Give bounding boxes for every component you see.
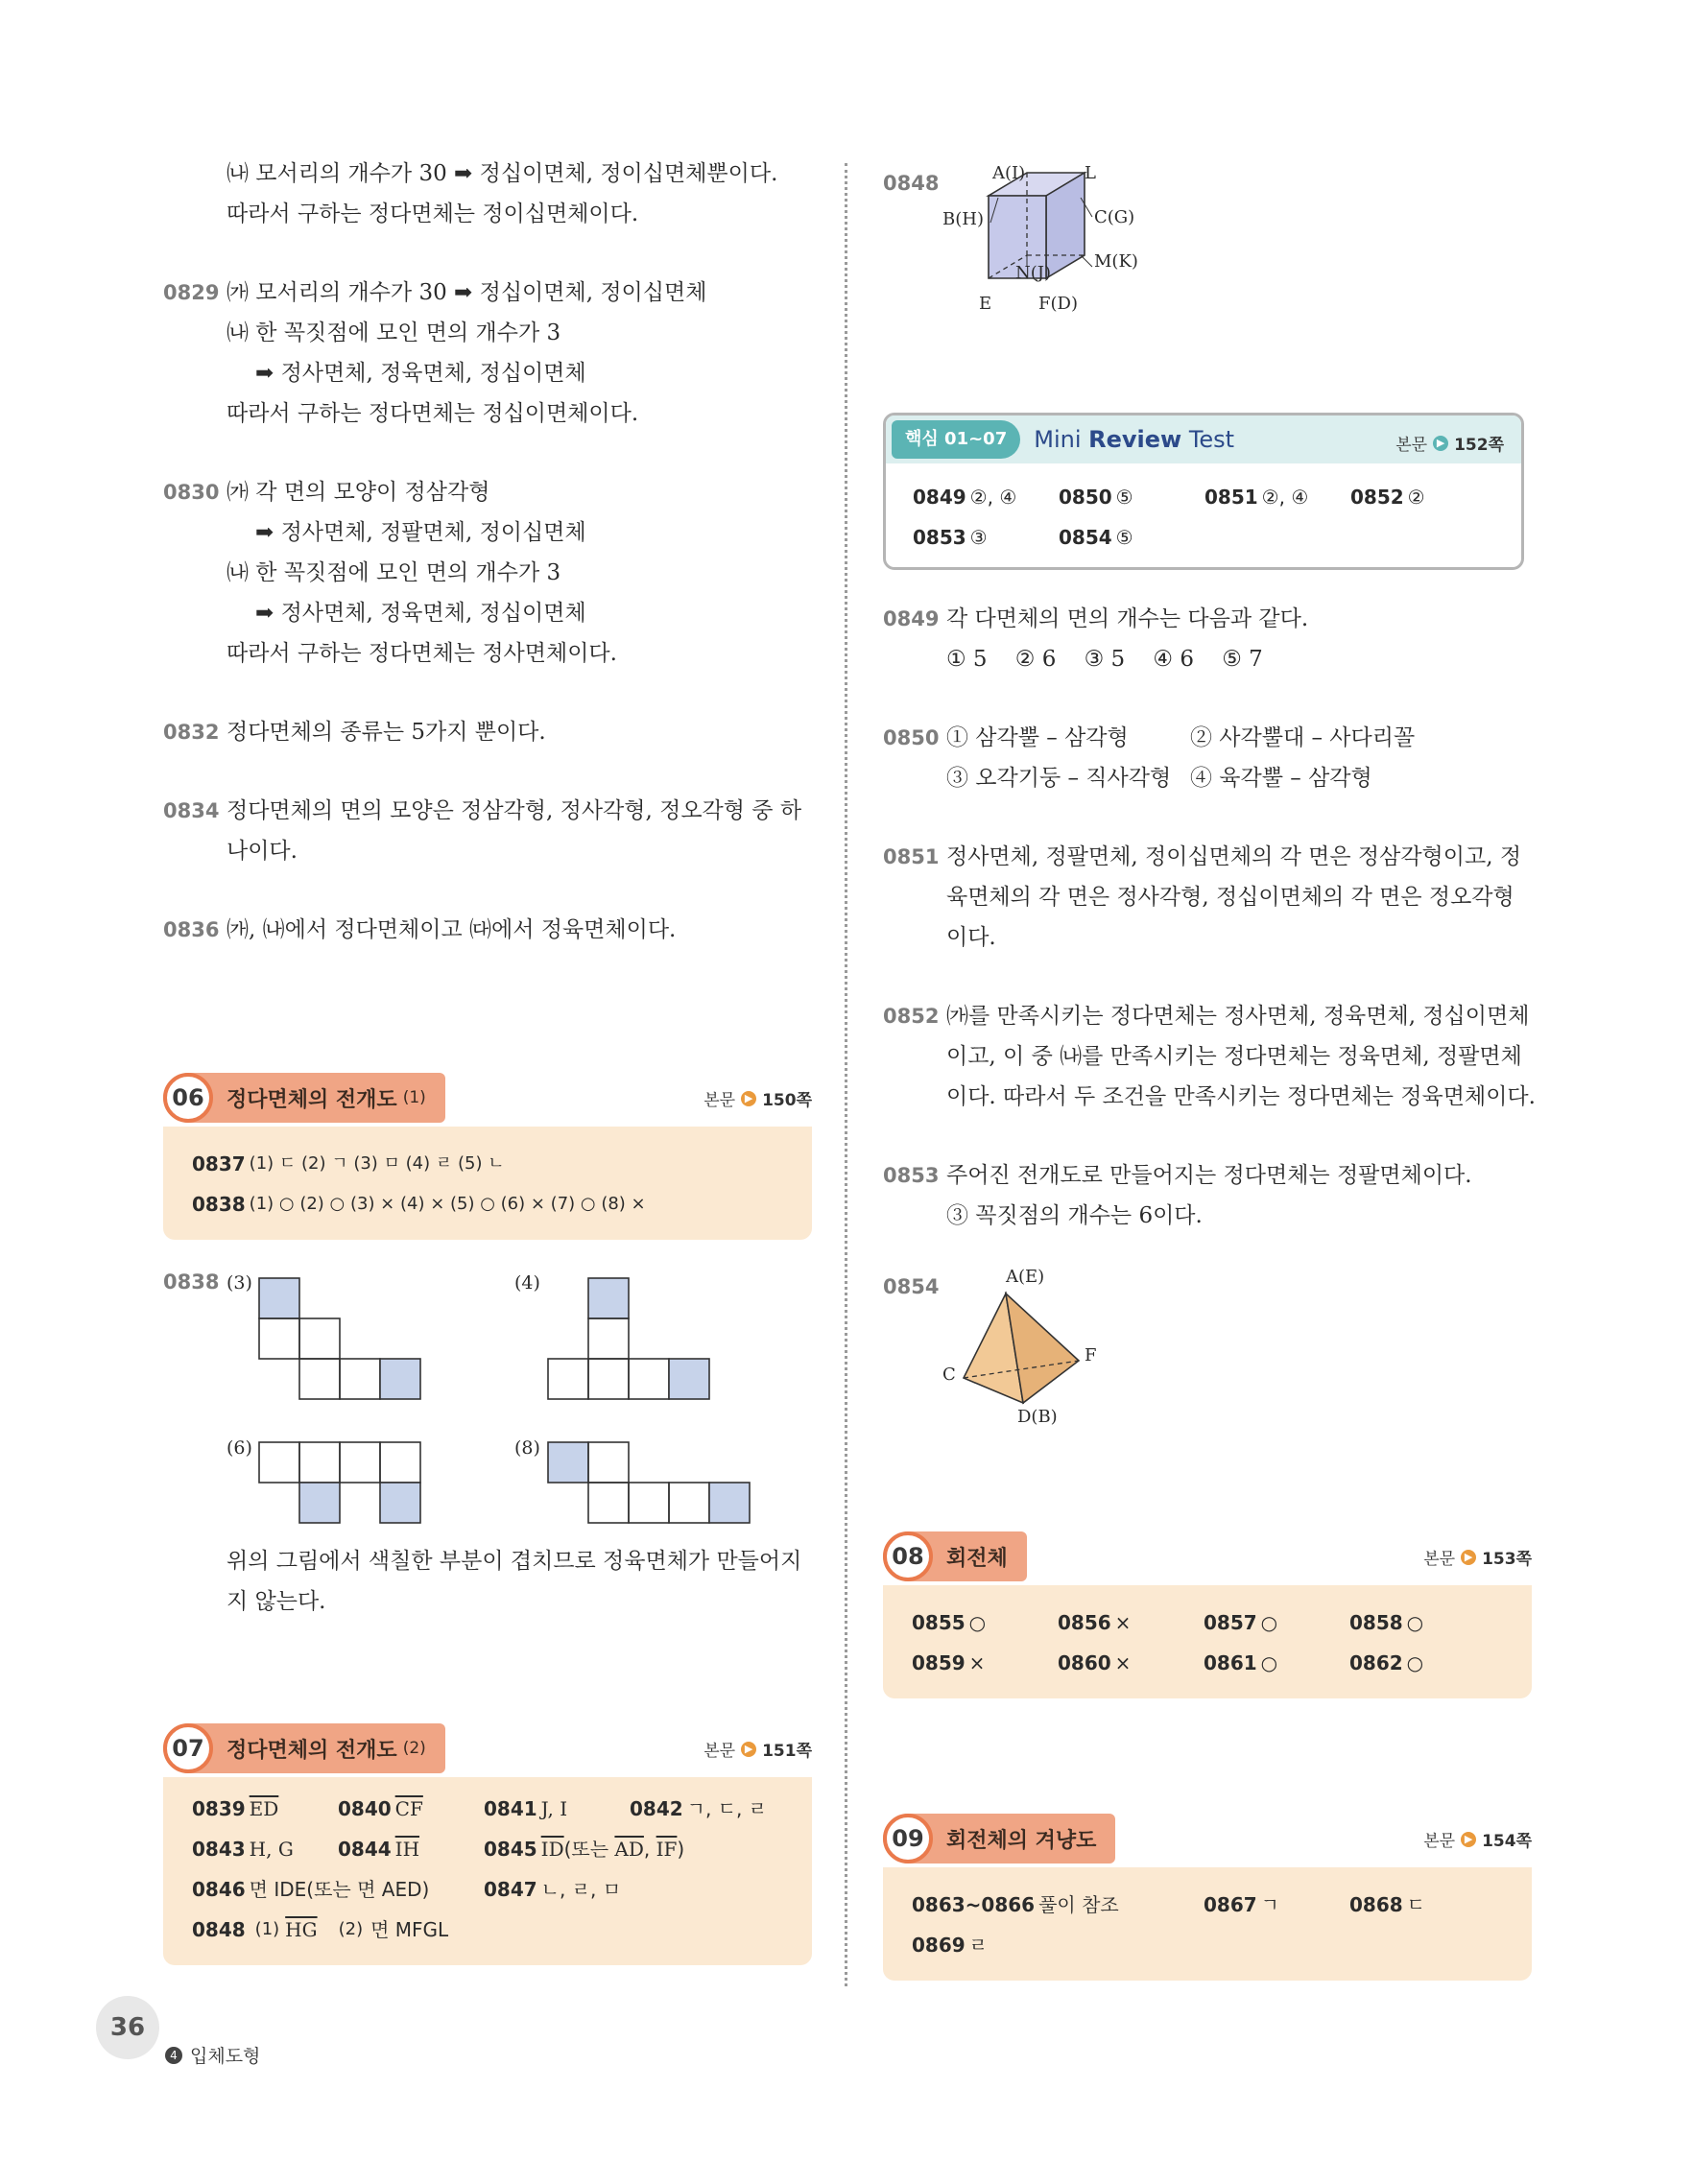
solution-0832: 0832 정다면체의 종류는 5가지 뿐이다. (163, 720, 546, 745)
answer-box: 0839 $\overline{ED}$ 0840 $\overline{CF}$ 0841 J, I 0842 ㄱ, ㄷ, ㄹ 0843 H, G 0844 $\overline{IH}$ 0845 $\overline{ID}$(또는 $\overline{AD}$, $\overline{IF}$) 0846 면 IDE(또는 면 AED) 0847 ㄴ, ㄹ, ㅁ 0848 (1) $\overline{HG}$ (2) 면 MFGL (163, 1777, 812, 1965)
section-title: 회전체의 겨냥도 (946, 1828, 1097, 1853)
solution-0836: 0836 ㈎, ㈏에서 정다면체이고 ㈐에서 정육면체이다. (163, 917, 677, 942)
solution-0834: 0834 정다면체의 면의 모양은 정삼각형, 정사각형, 정오각형 중 하 나이다. (163, 798, 802, 864)
section-title: 정다면체의 전개도 (227, 1738, 397, 1763)
solution-0828-cont: ㈏ 모서리의 개수가 30 ➡ 정십이면체, 정이십면체뿐이다. 따라서 구하는 정다면체는 정이십면체이다. (227, 161, 778, 226)
solution-0852: 0852 ㈎를 만족시키는 정다면체는 정사면체, 정육면체, 정십이면체 이고, 이 중 ㈏를 만족시키는 정다면체는 정육면체, 정팔면체 이다. 따라서 두 조건을 만족시키는 정다면체는 정육면체이다. (883, 1004, 1536, 1109)
arrow-right-icon: ▶ (1461, 1832, 1476, 1847)
page-reference: 본문 ▶ 152쪽 (1395, 436, 1504, 455)
answer-box: 0837 (1) ㄷ (2) ㄱ (3) ㅁ (4) ㄹ (5) ㄴ 0838 (1) ○ (2) ○ (3) × (4) × (5) ○ (6) × (7) ○ (8) × (163, 1127, 812, 1240)
arrow-right-icon: ▶ (741, 1742, 756, 1757)
net3-shaded-face (380, 1359, 420, 1399)
review-tag: 핵심 01~07 (892, 420, 1020, 459)
page-reference: 본문 ▶ 153쪽 (1423, 1550, 1532, 1569)
right-column-text (883, 599, 1536, 1274)
solution-0851: 0851 정사면체, 정팔면체, 정이십면체의 각 면은 정삼각형이고, 정 육면체의 각 면은 정사각형, 정십이면체의 각 면은 정오각형 이다. (883, 844, 1522, 950)
column-divider (845, 163, 847, 1986)
arrow-right-icon: ▶ (1433, 436, 1448, 451)
net6-shaded-face (299, 1483, 340, 1523)
figure-0838-nets: 0838 (3) (4) (6) (8) 위의 그림에서 색칠한 부분이 겹치므로 정육면체가 만들어지 지 않는다. (163, 1263, 835, 1647)
page-reference: 본문 ▶ 150쪽 (703, 1091, 812, 1110)
section-07: 07 정다면체의 전개도 (2) 본문 ▶ 151쪽 0839 $\overline{ED}$ 0840 $\overline{CF}$ 0841 J, I 0842 ㄱ, ㄷ, ㄹ 0843 H, G 0844 $\overline{IH}$ 0845 $\overline{ID}$(또는 $\overline{AD}$, $\overline{IF}$) 0846 면 IDE(또는 면 AED) 0847 ㄴ, ㄹ, ㅁ 0848 (1) $\overline{HG}$ (2) 면 MFGL (163, 1723, 812, 1965)
review-title: Mini Review Test (1034, 426, 1235, 453)
page-number: 36 (96, 1996, 159, 2059)
solution-0853: 0853 주어진 전개도로 만들어지는 정다면체는 정팔면체이다. ③ 꼭짓점의 개수는 6이다. (883, 1163, 1472, 1228)
page-reference: 본문 ▶ 151쪽 (703, 1742, 812, 1761)
arrow-right-icon: ▶ (1461, 1550, 1476, 1565)
section-title: 회전체 (946, 1546, 1008, 1571)
figure-0854-tetrahedron: 0854 A(E) F C D(B) (883, 1267, 1171, 1439)
page-reference: 본문 ▶ 154쪽 (1423, 1832, 1532, 1851)
answer-box: 0855 ○ 0856 × 0857 ○ 0858 ○ 0859 × 0860 × 0861 ○ 0862 ○ (883, 1585, 1532, 1698)
solution-0850: 0850 ① 삼각뿔 – 삼각형 ② 사각뿔대 – 사다리꼴 ③ 오각기둥 – 직사각형 ④ 육각뿔 – 삼각형 (883, 725, 1416, 791)
solution-0830: 0830 ㈎ 각 면의 모양이 정삼각형 ➡ 정사면체, 정팔면체, 정이십면체 ㈏ 한 꼭짓점에 모인 면의 개수가 3 ➡ 정사면체, 정육면체, 정십이면체 따라서 구하는 정다면체는 정사면체이다. (163, 480, 617, 666)
section-number: 06 (163, 1073, 213, 1123)
answer-box: 0863~0866 풀이 참조 0867 ㄱ 0868 ㄷ 0869 ㄹ (883, 1867, 1532, 1981)
section-08 (883, 1531, 1532, 1698)
section-09 (883, 1814, 1532, 1981)
figure-0848-cube: 0848 A(I) L B(H) C(G) M(K) N(J) E F(D) (883, 163, 1267, 336)
net8-shaded-face (709, 1483, 750, 1523)
nets-diagram (163, 1263, 835, 1551)
chapter-label: 4 입체도형 (165, 2042, 260, 2068)
net8-shaded-face (548, 1442, 588, 1483)
net3-shaded-face (259, 1278, 299, 1318)
net4-shaded-face (669, 1359, 709, 1399)
mini-review-test: 핵심 01~07 Mini Review Test 본문 ▶ 152쪽 0849 ②, ④ 0850 ⑤ 0851 ②, ④ 0852 ② 0853 ③ 0854 ⑤ (883, 413, 1524, 570)
section-number: 09 (883, 1814, 933, 1864)
arrow-right-icon: ▶ (741, 1091, 756, 1106)
solution-0849: 0849 각 다면체의 면의 개수는 다음과 같다. ① 5 ② 6 ③ 5 ④ 6 ⑤ 7 (883, 606, 1309, 672)
chapter-number-icon: 4 (165, 2047, 182, 2064)
section-title: 정다면체의 전개도 (227, 1087, 397, 1112)
net4-shaded-face (588, 1278, 629, 1318)
section-number: 08 (883, 1531, 933, 1581)
figure-0838-caption: 위의 그림에서 색칠한 부분이 겹치므로 정육면체가 만들어지 지 않는다. (227, 1549, 802, 1614)
net6-shaded-face (380, 1483, 420, 1523)
solution-0829: 0829 ㈎ 모서리의 개수가 30 ➡ 정십이면체, 정이십면체 ㈏ 한 꼭짓점에 모인 면의 개수가 3 ➡ 정사면체, 정육면체, 정십이면체 따라서 구하는 정다면체는 정십이면체이다. (163, 280, 707, 426)
left-column (163, 154, 816, 988)
section-06: 06 정다면체의 전개도 (1) 본문 ▶ 150쪽 0837 (1) ㄷ (2) ㄱ (3) ㅁ (4) ㄹ (5) ㄴ 0838 (1) ○ (2) ○ (3) × (4) × (5) ○ (6) × (7) ○ (8) × (163, 1073, 812, 1240)
section-number: 07 (163, 1723, 213, 1773)
